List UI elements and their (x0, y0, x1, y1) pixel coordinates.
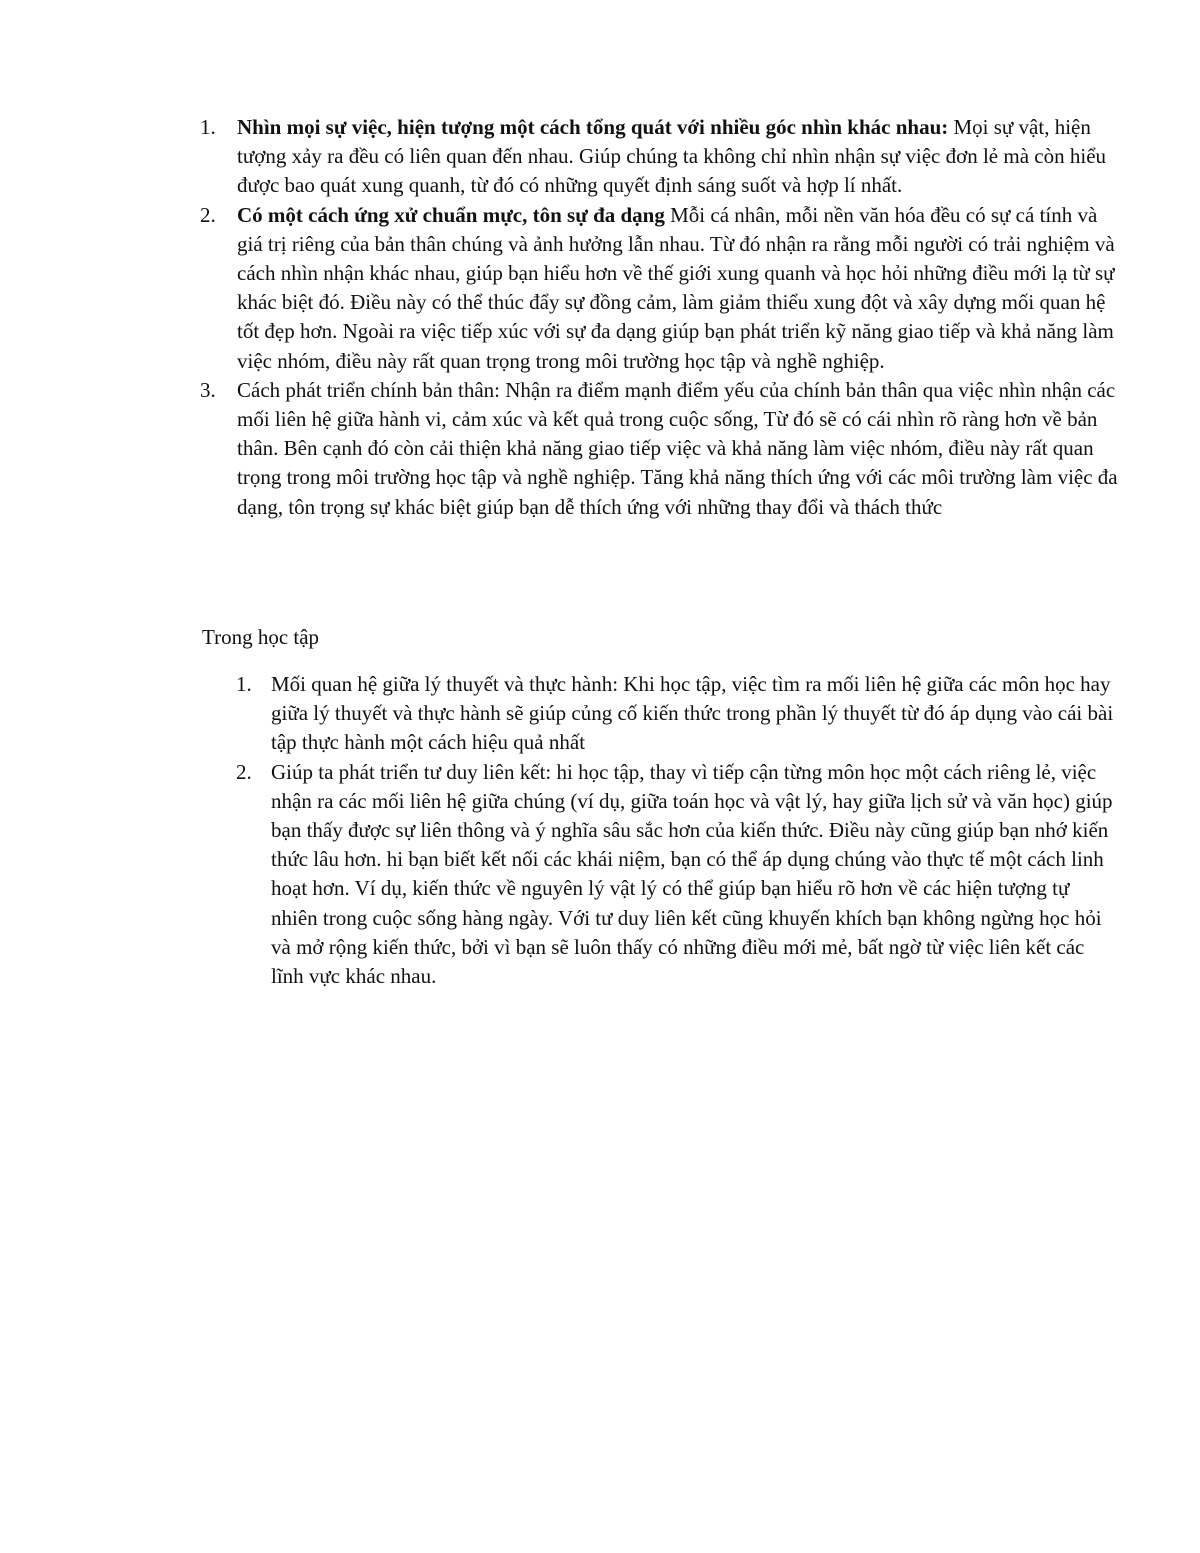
list-item (236, 670, 1120, 758)
item-text: Giúp ta phát triển tư duy liên kết: hi học tập, thay vì tiếp cận từng môn học một cách riêng lẻ, việc nhận ra các mối liên hệ giữa chúng (ví dụ, giữa toán học và vật lý, hay giữa lịch sử và văn học) giúp bạn thấy được sự liên thông và ý nghĩa sâu sắc hơn của kiến thức. Điều này cũng giúp bạn nhớ kiến thức lâu hơn. hi bạn biết kết nối các khái niệm, bạn có thể áp dụng chúng vào thực tế một cách linh hoạt hơn. Ví dụ, kiến thức về nguyên lý vật lý có thể giúp bạn hiểu rõ hơn về các hiện tượng tự nhiên trong cuộc sống hàng ngày. Với tư duy liên kết cũng khuyến khích bạn không ngừng học hỏi và mở rộng kiến thức, bởi vì bạn sẽ luôn thấy có những điều mới mẻ, bất ngờ từ việc liên kết các lĩnh vực khác nhau. (271, 759, 1113, 989)
list-item (200, 201, 1120, 376)
list-item (200, 113, 1120, 201)
item-text: Mỗi cá nhân, mỗi nền văn hóa đều có sự cá tính và giá trị riêng của bản thân chúng và ảnh hưởng lẫn nhau. Từ đó nhận ra rằng mỗi người có trải nghiệm và cách nhìn nhận khác nhau, giúp bạn hiểu hơn về thế giới xung quanh và học hỏi những điều mới lạ từ sự khác biệt đó. Điều này có thể thúc đẩy sự đồng cảm, làm giảm thiểu xung đột và xây dựng mối quan hệ tốt đẹp hơn. Ngoài ra việc tiếp xúc với sự đa dạng giúp bạn phát triển kỹ năng giao tiếp và khả năng làm việc nhóm, điều này rất quan trọng trong môi trường học tập và nghề nghiệp. (237, 202, 1115, 373)
section-heading: Trong học tập (202, 625, 320, 649)
item-title: Có một cách ứng xử chuẩn mực, tôn sự đa dạng (237, 202, 665, 227)
list-number: 2. (236, 759, 252, 784)
item-text: Mọi sự vật, hiện tượng xảy ra đều có liên quan đến nhau. Giúp chúng ta không chỉ nhìn nhận sự việc đơn lẻ mà còn hiểu được bao quát xung quanh, từ đó có những quyết định sáng suốt và hợp lí nhất. (237, 115, 1107, 198)
list-number: 2. (200, 202, 216, 227)
item-text: Cách phát triển chính bản thân: Nhận ra điểm mạnh điểm yếu của chính bản thân qua việc nhìn nhận các mối liên hệ giữa hành vi, cảm xúc và kết quả trong cuộc sống, Từ đó sẽ có cái nhìn rõ ràng hơn về bản thân. Bên cạnh đó còn cải thiện khả năng giao tiếp việc và khả năng làm việc nhóm, điều này rất quan trọng trong môi trường học tập và nghề nghiệp. Tăng khả năng thích ứng với các môi trường làm việc đa dạng, tôn trọng sự khác biệt giúp bạn dễ thích ứng với những thay đổi và thách thức (237, 377, 1118, 519)
list-item (236, 758, 1120, 992)
list-number: 1. (200, 115, 216, 139)
item-title: Nhìn mọi sự việc, hiện tượng một cách tổng quát với nhiều góc nhìn khác nhau: (237, 115, 949, 139)
list-number: 1. (236, 672, 252, 696)
item-text: Mối quan hệ giữa lý thuyết và thực hành: Khi học tập, việc tìm ra mối liên hệ giữa các môn học hay giữa lý thuyết và thực hành sẽ giúp củng cố kiến thức trong phần lý thuyết từ đó áp dụng vào cái bài tập thực hành một cách hiệu quả nhất (271, 672, 1114, 755)
list-item (200, 376, 1120, 522)
learning-list (236, 670, 1120, 991)
benefits-list (200, 113, 1120, 522)
list-number: 3. (200, 377, 216, 402)
